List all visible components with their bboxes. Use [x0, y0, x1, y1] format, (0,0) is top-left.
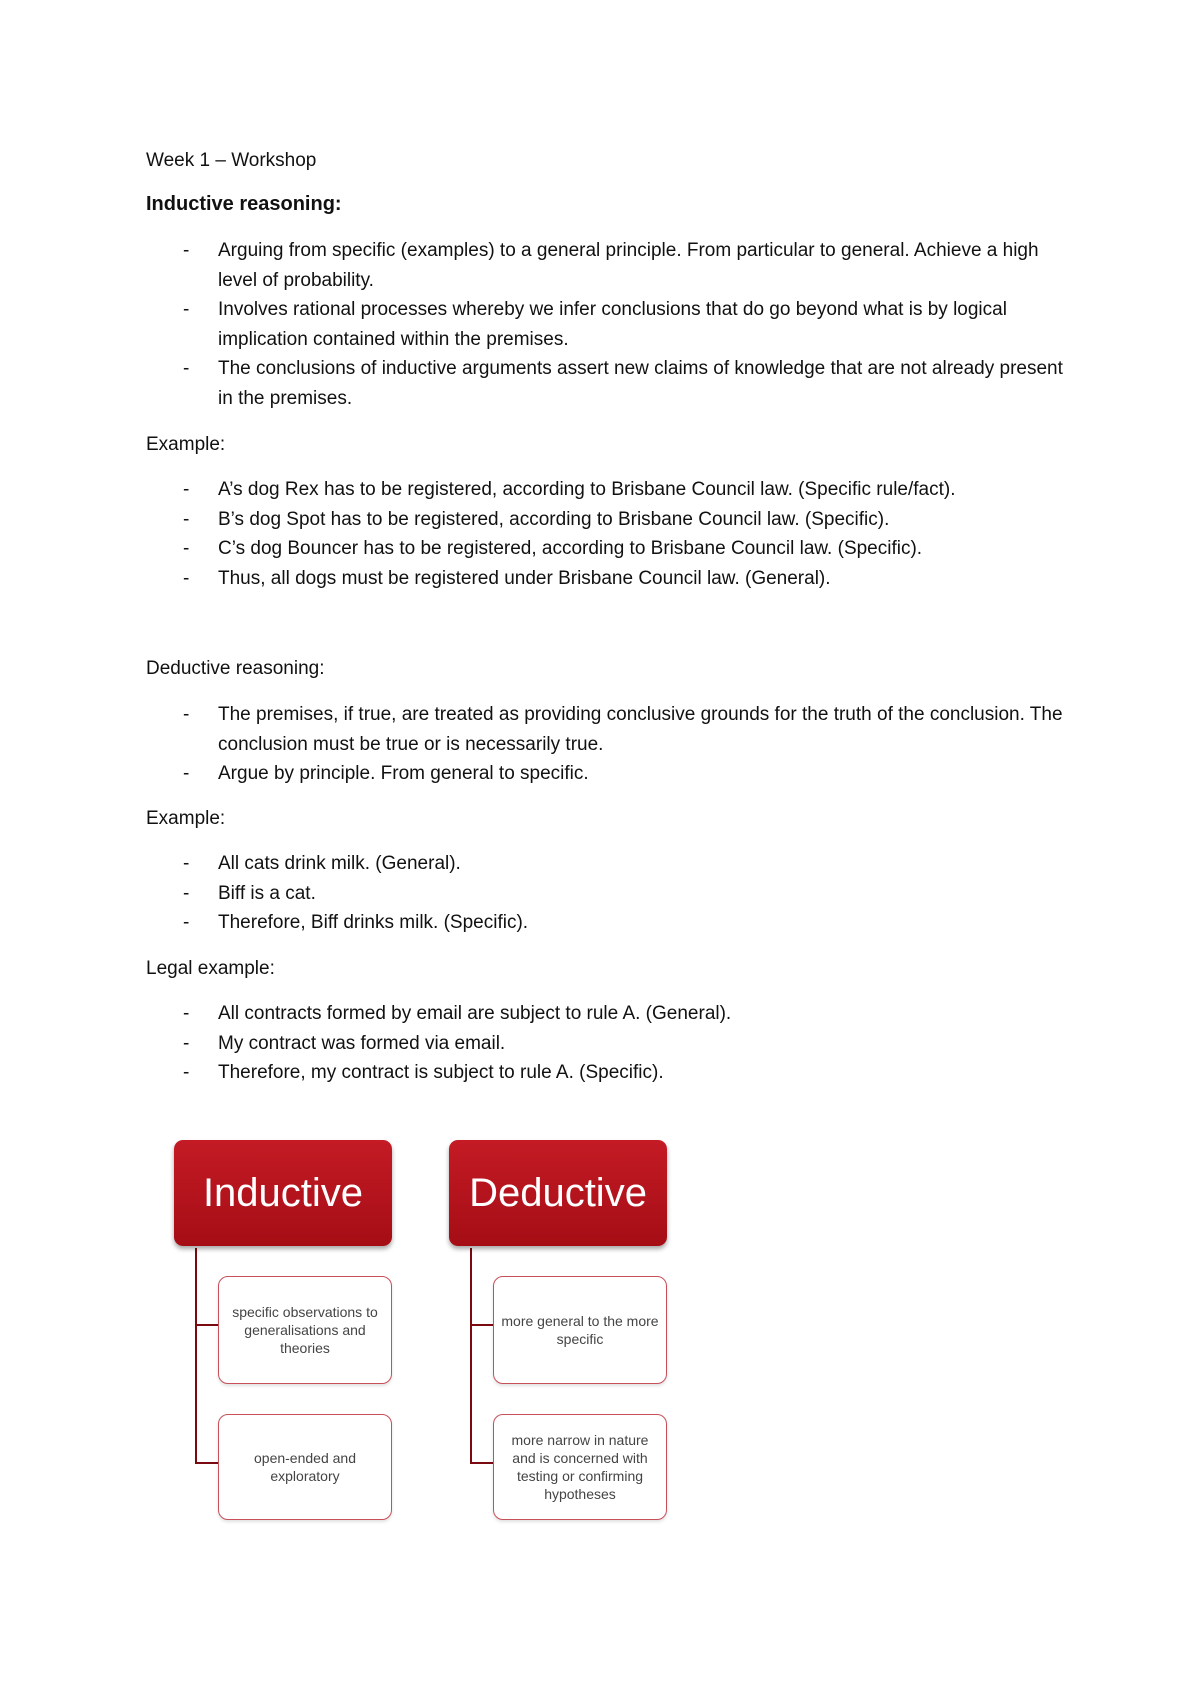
list-item: - B’s dog Spot has to be registered, according to Brisbane Council law. (Specific). [183, 508, 890, 530]
list-item: - A’s dog Rex has to be registered, according to Brisbane Council law. (Specific rule/fact). [183, 479, 956, 500]
inductive-bullet-list [146, 236, 1066, 413]
connector-line [470, 1324, 494, 1326]
deductive-item-box: more general to the more specific [493, 1276, 667, 1384]
connector-line [470, 1462, 494, 1464]
deductive-item-box: more narrow in nature and is concerned with testing or confirming hypotheses [493, 1414, 667, 1520]
connector-line [195, 1248, 197, 1463]
inductive-heading: Inductive reasoning: [146, 193, 342, 215]
list-item: - Thus, all dogs must be registered under Brisbane Council law. (General). [183, 567, 831, 589]
deductive-heading: Deductive reasoning: [146, 658, 325, 679]
list-item: - Biff is a cat. [183, 882, 316, 904]
list-item: - My contract was formed via email. [183, 1032, 506, 1054]
list-item: - All cats drink milk. (General). [183, 853, 461, 874]
deductive-example-label: Example: [146, 808, 226, 829]
connector-line [470, 1248, 472, 1463]
list-item: - The conclusions of inductive arguments assert new claims of knowledge that are not already present in the premises. [183, 358, 1063, 409]
legal-example-list [146, 999, 1066, 1088]
list-item: - Therefore, my contract is subject to rule A. (Specific). [183, 1062, 664, 1083]
page-title: Week 1 – Workshop [146, 150, 317, 171]
inductive-example-label: Example: [146, 434, 226, 455]
list-item: - Arguing from specific (examples) to a general principle. From particular to general. Achieve a high level of probability. [183, 240, 1039, 291]
inductive-header-box: Inductive [174, 1140, 392, 1246]
inductive-example-list [146, 475, 1066, 593]
inductive-item-box: specific observations to generalisations and theories [218, 1276, 392, 1384]
list-item: - C’s dog Bouncer has to be registered, according to Brisbane Council law. (Specific). [183, 538, 923, 559]
connector-line [195, 1324, 219, 1326]
connector-line [195, 1462, 219, 1464]
inductive-item-box: open-ended and exploratory [218, 1414, 392, 1520]
legal-example-label: Legal example: [146, 958, 275, 979]
list-item: - Involves rational processes whereby we infer conclusions that do go beyond what is by logical implication contained within the premises. [183, 299, 1007, 350]
list-item: - The premises, if true, are treated as providing conclusive grounds for the truth of the conclusion. The conclusion must be true or is necessarily true. [183, 704, 1063, 755]
deductive-example-list [146, 849, 1066, 938]
list-item: - Therefore, Biff drinks milk. (Specific). [183, 912, 529, 933]
deductive-header-box: Deductive [449, 1140, 667, 1246]
list-item: - All contracts formed by email are subject to rule A. (General). [183, 1003, 732, 1024]
deductive-bullet-list [146, 700, 1066, 789]
list-item: - Argue by principle. From general to specific. [183, 763, 589, 784]
